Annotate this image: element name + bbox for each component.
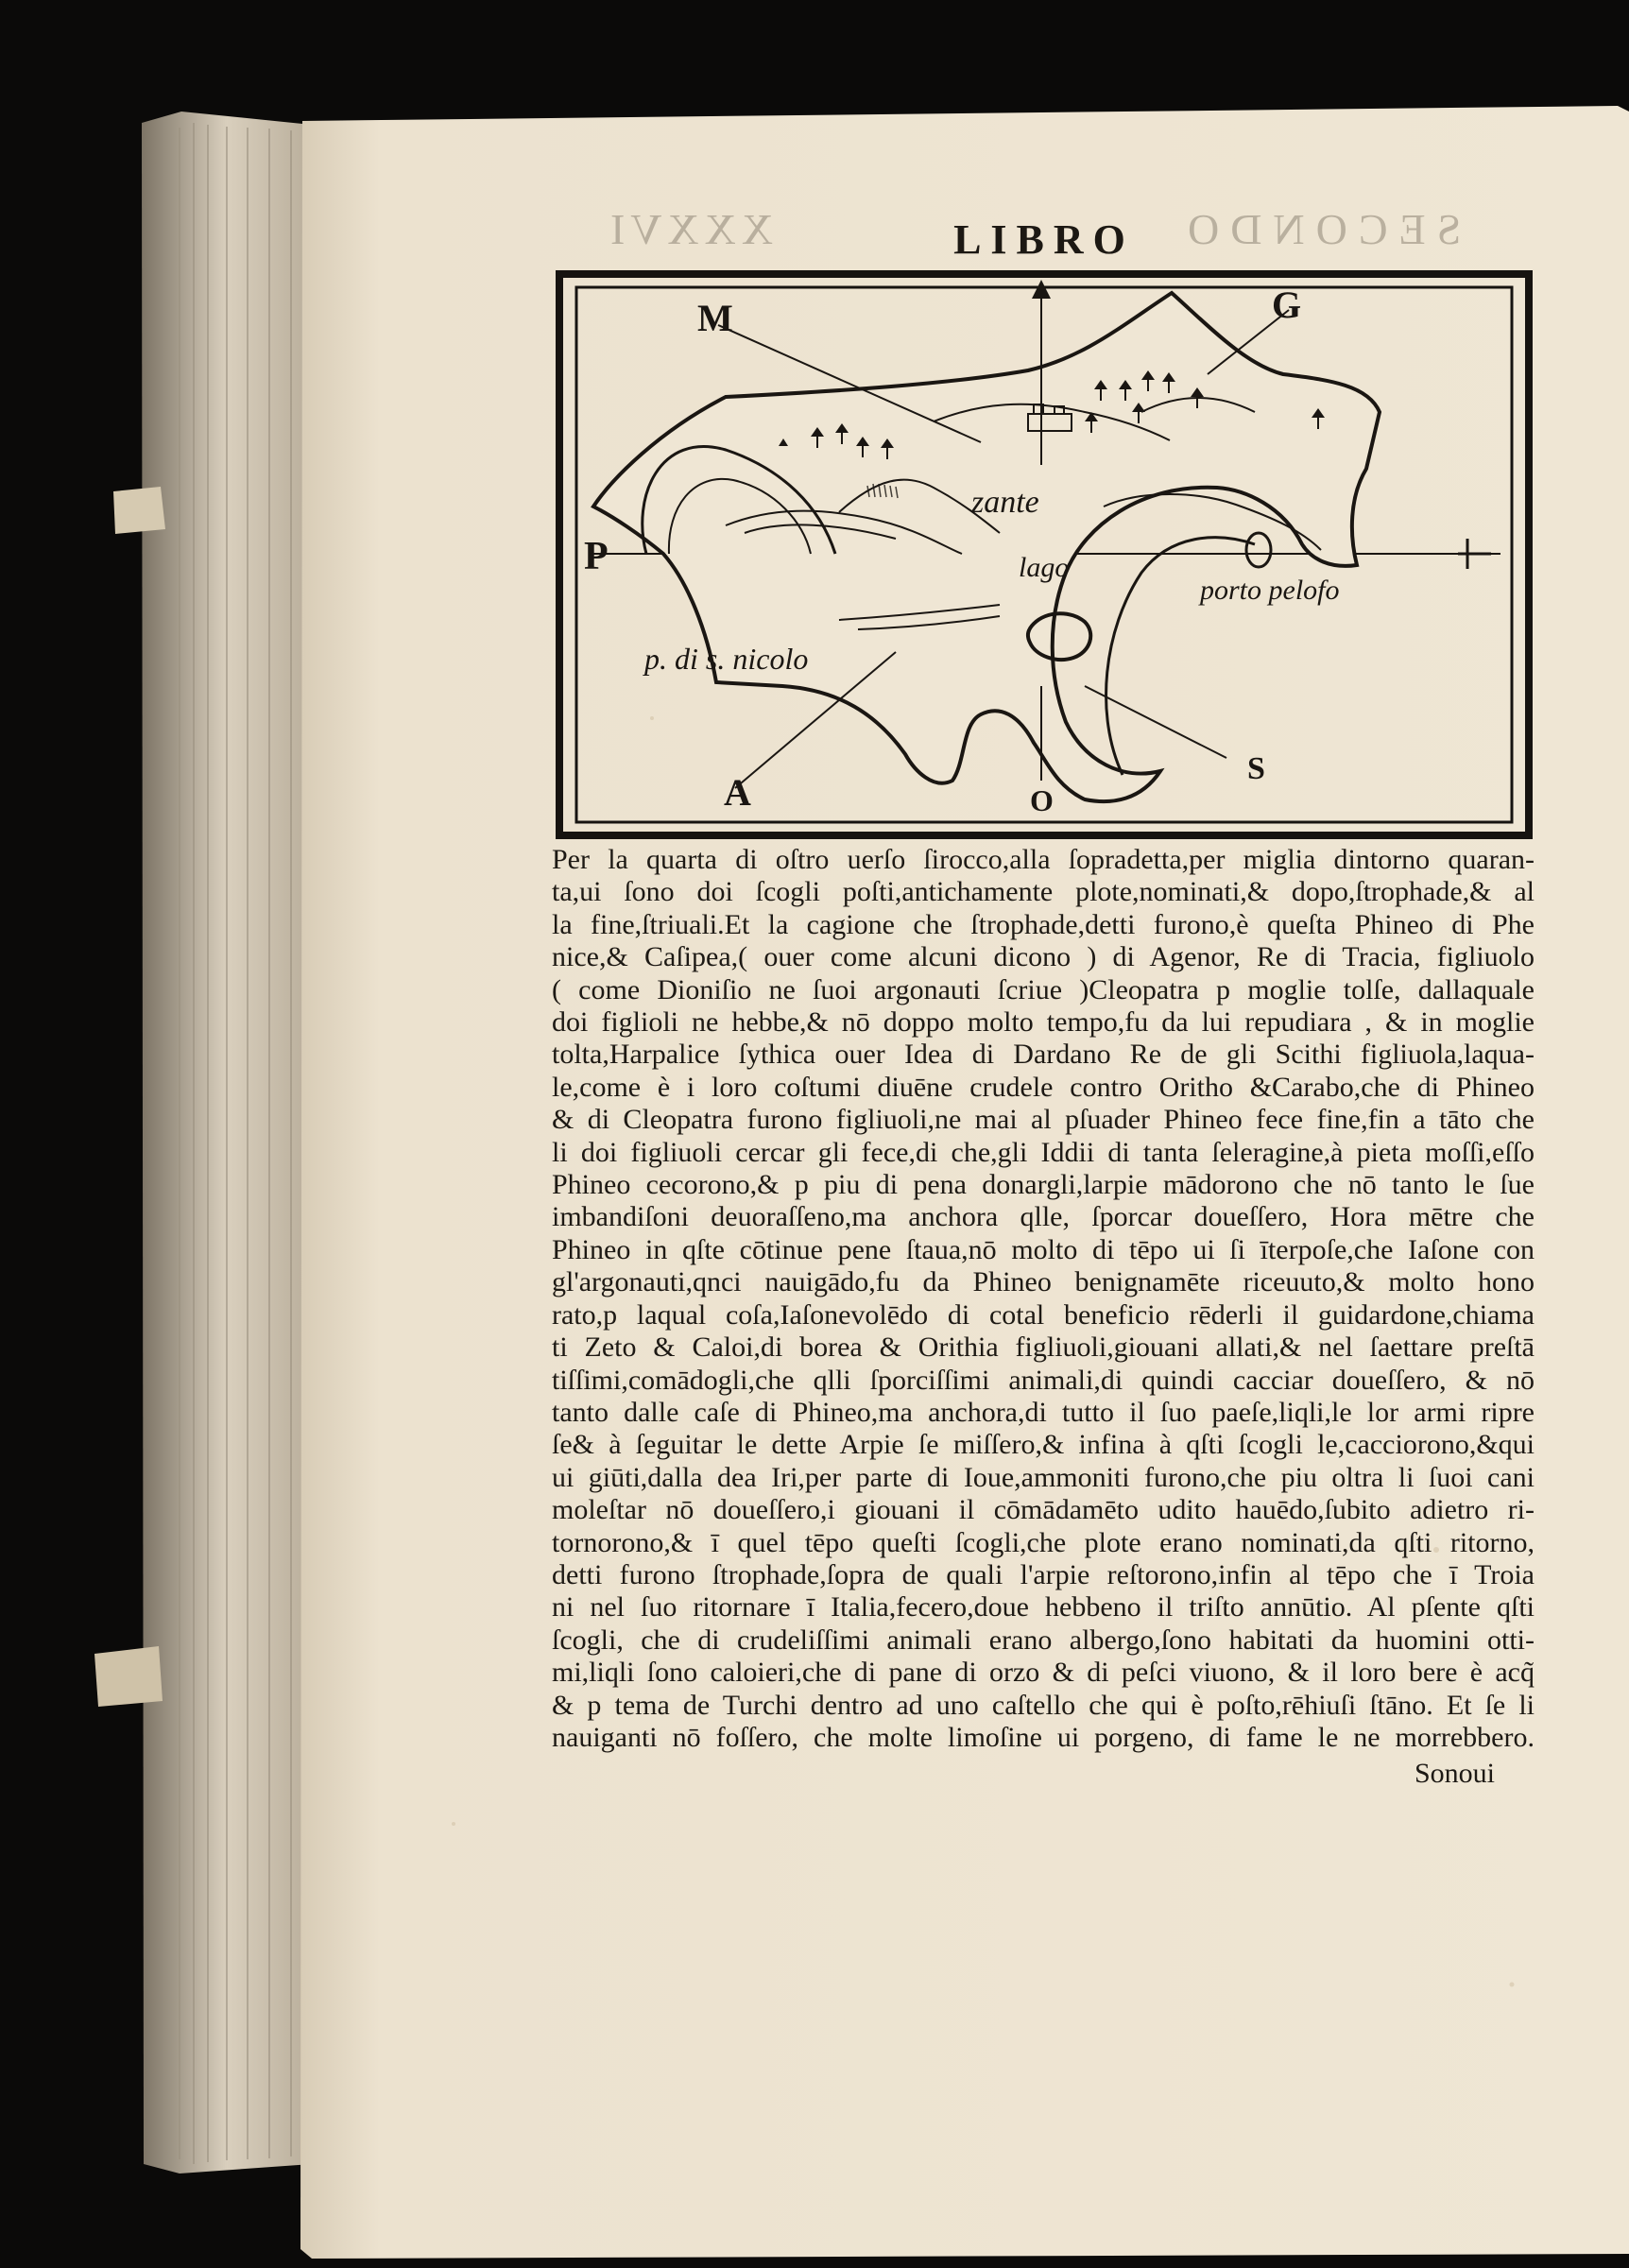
compass-letter-northeast: G bbox=[1272, 284, 1302, 326]
bleed-through-running-head: SECONDO bbox=[1176, 205, 1462, 253]
text-line: ti Zeto & Caloi,di borea & Orithia figliuoli,giouani allati,& nel ſaettare preſtā bbox=[552, 1332, 1535, 1364]
running-head: LIBRO bbox=[953, 216, 1135, 263]
text-line: nauiganti nō foſſero, che molte limoſine ui porgeno, di fame le ne morrebbero. bbox=[552, 1721, 1535, 1753]
text-line: mi,liqli ſono caloieri,che di pane di orzo & di peſci viuono, & il loro bere è acq̃ bbox=[552, 1657, 1535, 1689]
label-lake: lago bbox=[1019, 552, 1070, 583]
text-line: le,come è i loro coſtumi diuēne crudele contro Oritho &Carabo,che di Phineo bbox=[552, 1071, 1535, 1103]
text-line: moleſtar nō doueſſero,i giouani il cōmādamēto udito hauēdo,ſubito adietro ri- bbox=[552, 1494, 1535, 1526]
text-line: ui giūti,dalla dea Iri,per parte di Ioue,ammoniti furono,che piu oltra li ſuoi cani bbox=[552, 1461, 1535, 1493]
text-line: detti furono ſtrophade,ſopra de quali l'arpie reſtorono,infin al tēpo che ī Troia bbox=[552, 1558, 1535, 1590]
text-line: doi figlioli ne hebbe,& nō doppo molto tempo,fu da lui repudiara , & in moglie bbox=[552, 1006, 1535, 1039]
east-bay bbox=[1106, 538, 1255, 775]
woodcut-map-zante bbox=[556, 270, 1533, 839]
north-arrow bbox=[1032, 280, 1051, 299]
text-line: la fine,ſtriuali.Et la cagione che ſtrophade,detti furono,è queſta Phineo di Phe bbox=[552, 908, 1535, 940]
catchword: Sonoui bbox=[1415, 1758, 1496, 1789]
text-line: tanto dalle caſe di Phineo,ma anchora,di tutto il ſuo paeſe,liqli,le lor armi ripre bbox=[552, 1396, 1535, 1428]
text-line: li doi figliuoli cercar gli fece,di che,gli Iddii di tanta ſeleragine,à pieta moſſi,eſſo bbox=[552, 1136, 1535, 1168]
text-line: rato,p laqual coſa,Iaſonevolēdo di cotal beneficio rēderli il guidardone,chiama bbox=[552, 1298, 1535, 1331]
bleed-through-folio: XXXVI bbox=[605, 205, 774, 253]
text-line: Per la quarta di oſtro uerſo ſirocco,alla ſopradetta,per miglia dintorno quaran- bbox=[552, 844, 1535, 875]
text-line: & p tema de Turchi dentro ad uno caſtello che qui è poſto,rēhiuſi ſtāno. Et ſe li bbox=[552, 1689, 1535, 1721]
text-line: tornorono,& ī quel tēpo queſti ſcogli,che plote erano nominati,da qſti ritorno, bbox=[552, 1526, 1535, 1558]
island-coastline bbox=[593, 293, 1380, 801]
body-text bbox=[552, 844, 1535, 1754]
text-line: imbandiſoni deuoraſſeno,ma anchora qlle, ſporcar doueſſero, Hora mētre che bbox=[552, 1201, 1535, 1233]
compass-letter-southeast: S bbox=[1247, 751, 1265, 786]
compass-letter-south: O bbox=[1030, 783, 1054, 817]
text-line: nice,& Caſipea,( ouer come alcuni dicono ) di Agenor, Re di Tracia, figliuolo bbox=[552, 941, 1535, 973]
paper-tab-upper bbox=[113, 487, 165, 534]
text-line: & di Cleopatra furono figliuoli,ne mai al pſuader Phineo fece fine,fin a tāto che bbox=[552, 1104, 1535, 1136]
text-line: Phineo in qſte cōtinue pene ſtaua,nō molto di tēpo ui ſi īterpoſe,che Iaſone con bbox=[552, 1233, 1535, 1265]
label-porto-peloso: porto pelofo bbox=[1200, 575, 1340, 606]
compass-letter-northwest: M bbox=[697, 297, 733, 339]
label-p-di-s-nicolo: p. di s. nicolo bbox=[644, 642, 809, 676]
text-line: tiſſimi,comādogli,che qlli ſporciſſimi animali,di quindi cacciar doueſſero, & nō bbox=[552, 1364, 1535, 1396]
paper-tab-lower bbox=[94, 1646, 163, 1707]
text-line: tolta,Harpalice ſythica ouer Idea di Dardano Re de gli Scithi figliuola,laqua- bbox=[552, 1039, 1535, 1071]
compass-letter-southwest: A bbox=[724, 771, 751, 814]
text-line: ( come Dioniſio ne ſuoi argonauti ſcriue )Cleopatra p moglie tolſe, dallaquale bbox=[552, 973, 1535, 1005]
compass-letter-west: P bbox=[584, 535, 609, 578]
text-line: ſcogli, che di crudeliſſimi animali erano albergo,ſono habitati da huomini otti- bbox=[552, 1624, 1535, 1656]
text-line: gl'argonauti,qnci nauigādo,fu da Phineo benignamēte riceuuto,& molto hono bbox=[552, 1266, 1535, 1298]
label-island-zante: zante bbox=[971, 485, 1039, 520]
text-line: ta,ui ſono doi ſcogli poſti,antichamente plote,nominati,& dopo,ſtrophade,& al bbox=[552, 876, 1535, 908]
text-line: ni nel ſuo ritornare ī Italia,fecero,doue hebbeno il triſto annūtio. Al pſente qſti bbox=[552, 1591, 1535, 1624]
text-line: ſe& à ſeguitar le dette Arpie ſe miſſero,& infina à qſti ſcogli le,cacciorono,&qui bbox=[552, 1429, 1535, 1461]
text-line: Phineo cecorono,& p piu di pena donargli,larpie mādorono che nō tanto le ſue bbox=[552, 1169, 1535, 1201]
